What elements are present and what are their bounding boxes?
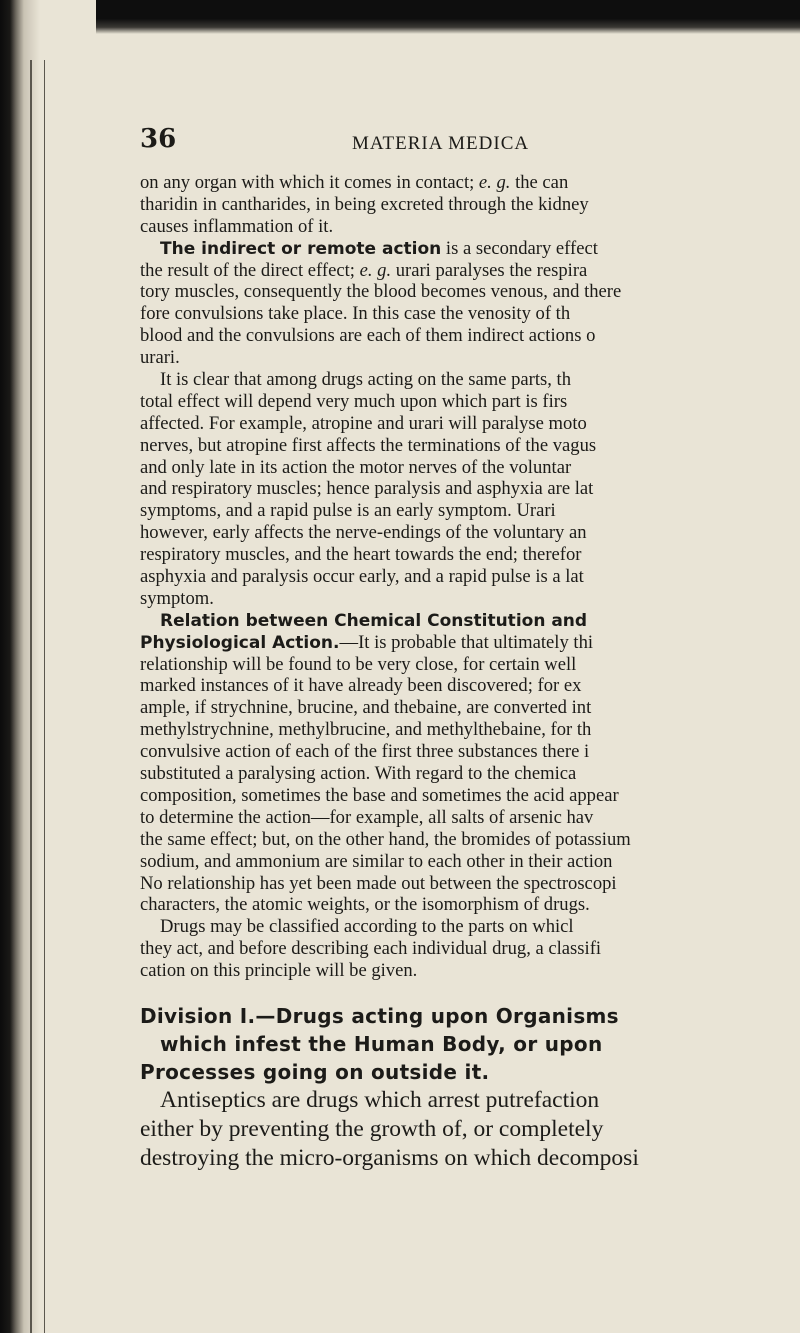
text-line: destroying the micro-organisms on which decomposi — [140, 1144, 639, 1171]
text-line: urari. — [140, 347, 180, 369]
book-spine-gutter — [0, 0, 96, 1333]
text-line: composition, sometimes the base and sometimes the acid appear — [140, 784, 619, 806]
section-heading-indirect-action: The indirect or remote action — [160, 238, 442, 259]
text-line: relationship will be found to be very close, for certain well — [140, 653, 577, 675]
page-header — [140, 124, 800, 164]
text-line — [140, 610, 800, 632]
body-text — [140, 172, 800, 1173]
text-line: nerves, but atropine first affects the terminations of the vagus — [140, 434, 597, 456]
text-line: methylstrychnine, methylbrucine, and methylthebaine, for th — [140, 719, 592, 741]
text-line: fore convulsions take place. In this case the venosity of th — [140, 303, 571, 325]
division-heading: which infest the Human Body, or upon — [160, 1031, 603, 1056]
text-line: the result of the direct effect; e. g. urari paralyses the respira — [140, 259, 588, 281]
text-line: and respiratory muscles; hence paralysis and asphyxia are lat — [140, 478, 594, 500]
text-line: Drugs may be classified according to the parts on whicl — [160, 916, 574, 938]
spacer — [140, 982, 800, 1002]
text-line: No relationship has yet been made out between the spectroscopi — [140, 872, 617, 894]
running-head: MATERIA MEDICA — [352, 133, 530, 154]
text-line: however, early affects the nerve-endings of the voluntary an — [140, 522, 587, 544]
spine-rule — [30, 60, 32, 1333]
text-line: ample, if strychnine, brucine, and thebaine, are converted int — [140, 697, 592, 719]
text-line: sodium, and ammonium are similar to each other in their action — [140, 850, 613, 872]
text-line: respiratory muscles, and the heart towards the end; therefor — [140, 544, 582, 566]
page-number: 36 — [140, 124, 177, 154]
book-page — [140, 0, 800, 1333]
text-line: the same effect; but, on the other hand, the bromides of potassium — [140, 828, 631, 850]
text-line: asphyxia and paralysis occur early, and a rapid pulse is a lat — [140, 566, 584, 588]
text-line: blood and the convulsions are each of them indirect actions o — [140, 325, 596, 347]
text-line: total effect will depend very much upon which part is firs — [140, 390, 568, 412]
text-line: causes inflammation of it. — [140, 215, 334, 237]
division-heading: Division I.—Drugs acting upon Organisms — [140, 1003, 619, 1028]
text-line: they act, and before describing each individual drug, a classifi — [140, 938, 602, 960]
section-heading-relation-cont: Physiological Action. — [140, 632, 340, 653]
text-line: Antiseptics are drugs which arrest putrefaction — [160, 1086, 600, 1113]
text-line: symptom. — [140, 587, 214, 609]
text-line: It is clear that among drugs acting on the same parts, th — [160, 369, 572, 391]
spine-rule — [44, 60, 45, 1333]
section-heading-relation: Relation between Chemical Constitution and — [160, 610, 588, 631]
text-line: tory muscles, consequently the blood becomes venous, and there — [140, 281, 622, 303]
text-line: characters, the atomic weights, or the isomorphism of drugs. — [140, 894, 590, 916]
text-line: on any organ with which it comes in contact; e. g. the can — [140, 172, 569, 193]
text-line: either by preventing the growth of, or completely — [140, 1115, 604, 1142]
text-line: substituted a paralysing action. With regard to the chemica — [140, 763, 577, 785]
text-line: Physiological Action.—It is probable that ultimately thi — [140, 631, 594, 653]
text-line: and only late in its action the motor nerves of the voluntar — [140, 456, 572, 478]
division-heading: Processes going on outside it. — [140, 1059, 490, 1084]
text-line: cation on this principle will be given. — [140, 960, 418, 982]
text-line: tharidin in cantharides, in being excreted through the kidney — [140, 193, 589, 215]
text-line: affected. For example, atropine and urari will paralyse moto — [140, 412, 587, 434]
text-line: The indirect or remote action is a secondary effect — [160, 237, 598, 259]
text-line: to determine the action—for example, all salts of arsenic hav — [140, 806, 594, 828]
text-line: convulsive action of each of the first three substances there i — [140, 741, 590, 763]
text-line: symptoms, and a rapid pulse is an early symptom. Urari — [140, 500, 556, 522]
text-line: marked instances of it have already been discovered; for ex — [140, 675, 582, 697]
